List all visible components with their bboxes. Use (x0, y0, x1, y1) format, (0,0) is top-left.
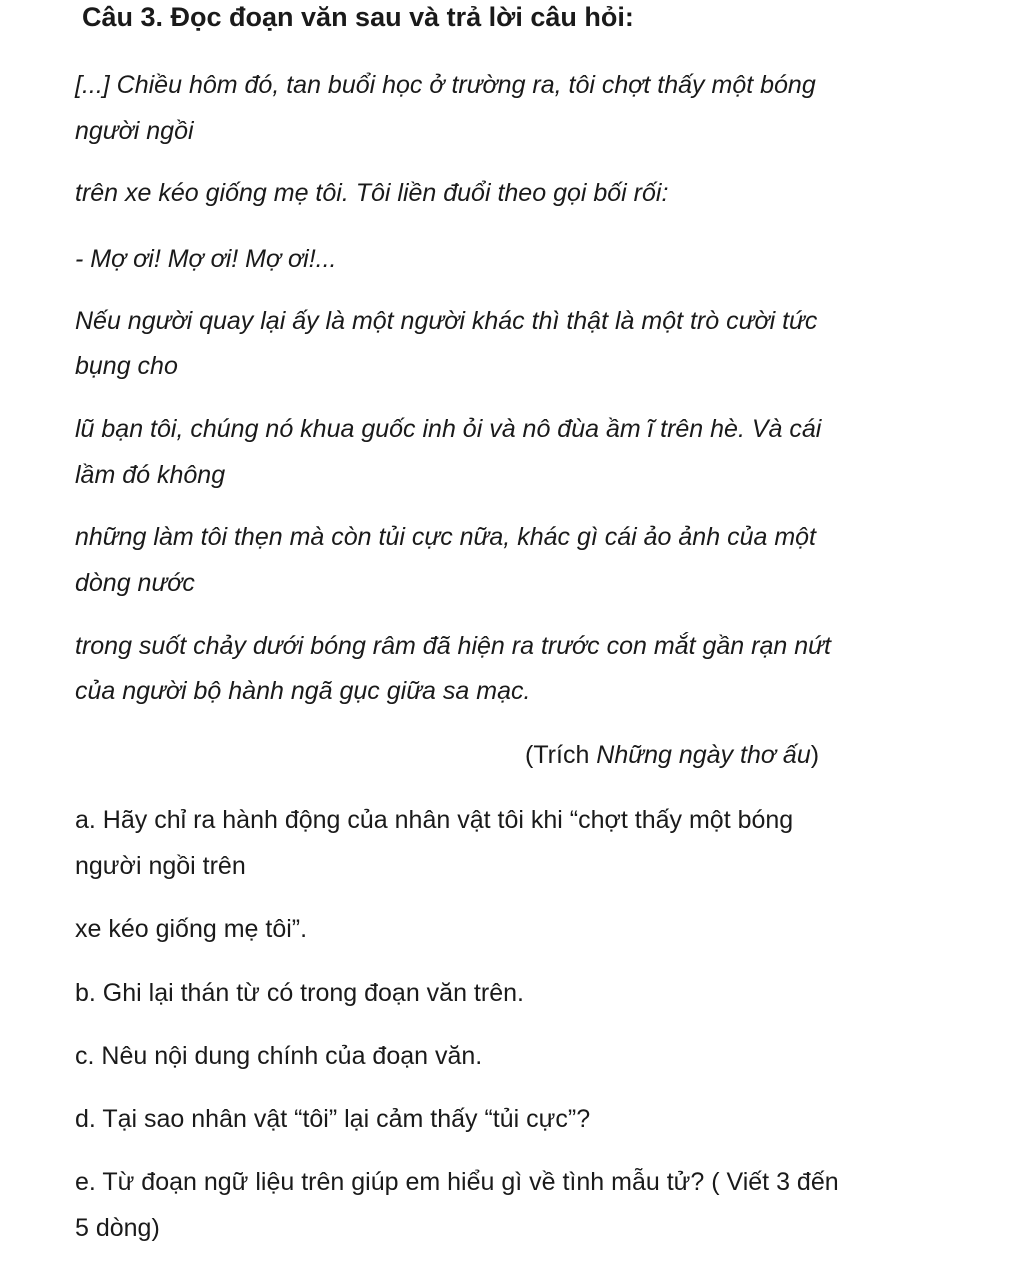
question-a: a. Hãy chỉ ra hành động của nhân vật tôi khi “chợt thấy một bóng (75, 806, 794, 834)
question-a-cont: xe kéo giống mẹ tôi”. (75, 915, 308, 943)
passage-line: bụng cho (75, 352, 178, 380)
question-title: Câu 3. Đọc đoạn văn sau và trả lời câu hỏi: (82, 2, 634, 32)
passage-line: người ngồi (75, 117, 194, 145)
source-suffix: ) (810, 741, 820, 769)
passage-line: Nếu người quay lại ấy là một người khác thì thật là một trò cười tức (75, 307, 818, 335)
passage-line: trên xe kéo giống mẹ tôi. Tôi liền đuổi theo gọi bối rối: (75, 179, 669, 207)
question-d: d. Tại sao nhân vật “tôi” lại cảm thấy “tủi cực”? (75, 1105, 591, 1133)
question-e: e. Từ đoạn ngữ liệu trên giúp em hiểu gì về tình mẫu tử? ( Viết 3 đến (75, 1168, 839, 1196)
question-b: b. Ghi lại thán từ có trong đoạn văn trên. (75, 979, 524, 1007)
source-prefix: (Trích (525, 741, 597, 769)
question-e-cont: 5 dòng) (75, 1214, 160, 1242)
passage-line: lũ bạn tôi, chúng nó khua guốc inh ỏi và nô đùa ầm ĩ trên hè. Và cái (75, 415, 822, 443)
passage-line: [...] Chiều hôm đó, tan buổi học ở trường ra, tôi chợt thấy một bóng (75, 71, 816, 99)
passage-line: trong suốt chảy dưới bóng râm đã hiện ra trước con mắt gần rạn nứt (75, 632, 831, 660)
passage-line: dòng nước (75, 569, 195, 597)
source-title: Những ngày thơ ấu (596, 741, 811, 769)
passage-line: những làm tôi thẹn mà còn tủi cực nữa, khác gì cái ảo ảnh của một (75, 523, 816, 551)
question-c: c. Nêu nội dung chính của đoạn văn. (75, 1042, 483, 1070)
passage-line: lầm đó không (75, 461, 226, 489)
passage-source (525, 740, 819, 770)
question-a-cont: người ngồi trên (75, 852, 246, 880)
passage-line: - Mợ ơi! Mợ ơi! Mợ ơi!... (75, 245, 337, 273)
passage-line: của người bộ hành ngã gục giữa sa mạc. (75, 677, 531, 705)
